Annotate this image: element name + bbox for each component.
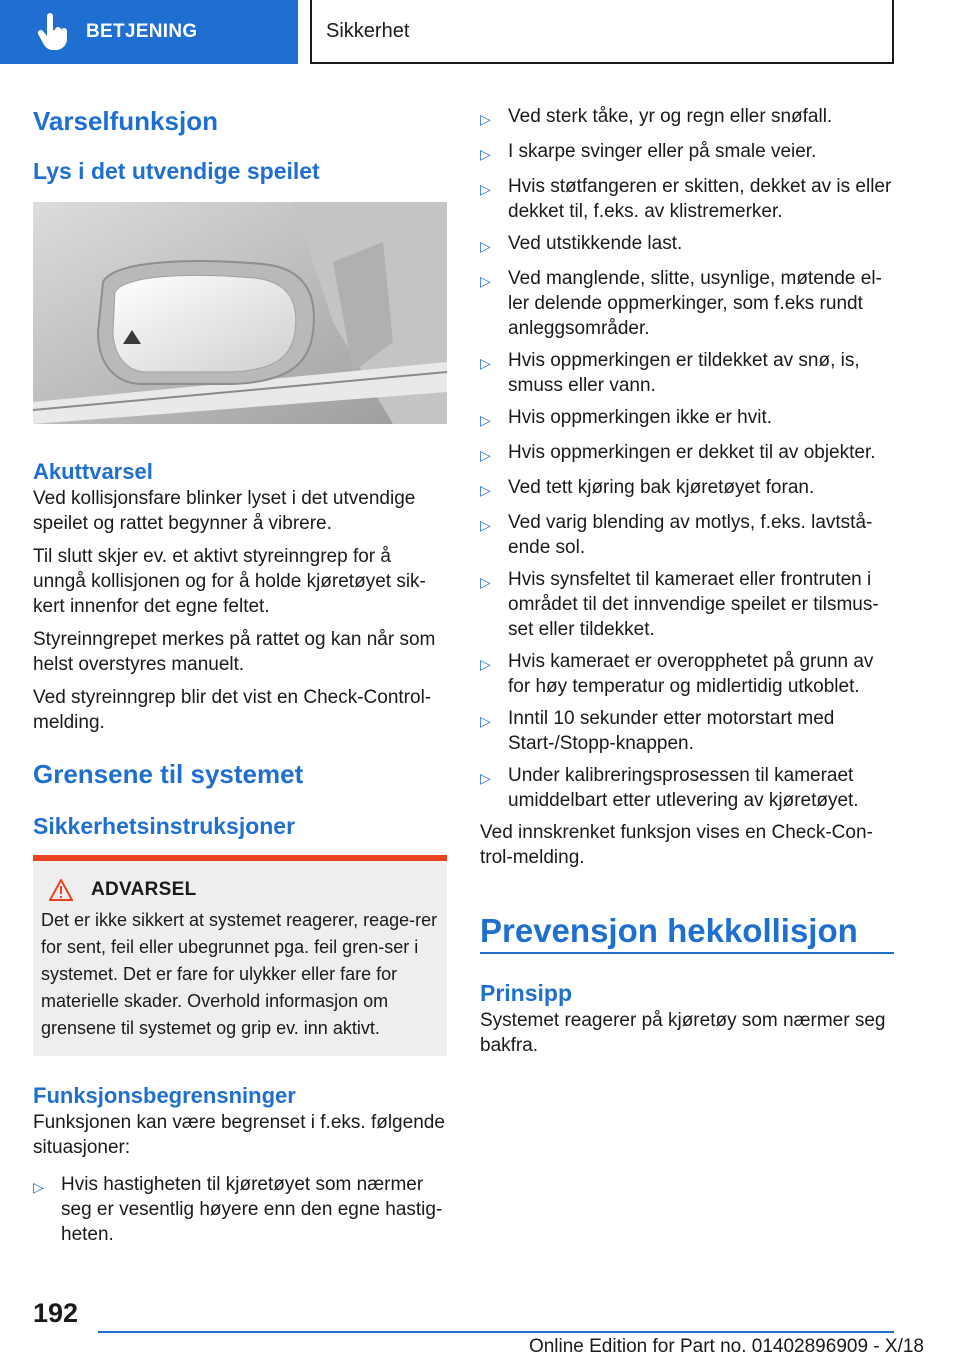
- bullet-triangle-icon: ▷: [480, 238, 491, 254]
- mirror-illustration: [33, 202, 447, 424]
- right-column: [480, 104, 894, 1066]
- list-item-text: Inntil 10 sekunder etter motorstart med Start-/Stopp-knappen.: [508, 708, 835, 754]
- list-item: [480, 139, 894, 167]
- bullet-triangle-icon: ▷: [480, 447, 491, 463]
- list-item-text: Ved manglende, slitte, usynlige, møtende el-ler delende oppmerkinger, som f.eks rundt anleggsområder.: [508, 268, 882, 339]
- list-item-text: Ved utstikkende last.: [508, 233, 683, 254]
- heading-varselfunksjon: Varselfunksjon: [33, 106, 218, 136]
- paragraph: Ved styreinngrep blir det vist en Check-Control-melding.: [33, 687, 432, 733]
- bullet-triangle-icon: ▷: [480, 181, 491, 197]
- bullet-triangle-icon: ▷: [480, 517, 491, 533]
- limits-list-right: [480, 104, 894, 813]
- bullet-triangle-icon: ▷: [480, 656, 491, 672]
- list-item-text: Hvis støtfangeren er skitten, dekket av is eller dekket til, f.eks. av klistremerker.: [508, 176, 892, 222]
- list-item-text: Ved sterk tåke, yr og regn eller snøfall.: [508, 106, 833, 127]
- paragraph: Til slutt skjer ev. et aktivt styreinngrep for å unngå kollisjonen og for å holde kjøretøyet sik-kert innenfor det egne feltet.: [33, 546, 426, 617]
- heading-mirror-light: Lys i det utvendige speilet: [33, 158, 320, 184]
- list-item: [480, 348, 894, 398]
- page-number: 192: [33, 1298, 79, 1328]
- list-item-text: Hvis oppmerkingen er dekket til av objekter.: [508, 442, 876, 463]
- list-item-text: Hvis oppmerkingen er tildekket av snø, is, smuss eller vann.: [508, 350, 860, 396]
- rear-collision-heading-wrap: [480, 910, 894, 954]
- bullet-triangle-icon: ▷: [480, 574, 491, 590]
- bullet-triangle-icon: ▷: [480, 482, 491, 498]
- hand-pointer-icon: [32, 12, 72, 52]
- list-item: [480, 706, 894, 756]
- list-item: [480, 567, 894, 642]
- chapter-tab: [0, 0, 298, 64]
- warning-text: Det er ikke sikkert at systemet reagerer, reage-rer for sent, feil eller ubegrunnet pga. feil gren-ser i systemet. Det er fare for ulykker eller fare for materielle skader. Overhold informasjon om grensene til systemet og grip ev. inn aktivt.: [41, 910, 438, 1038]
- list-item-text: Hvis kameraet er overopphetet på grunn av for høy temperatur og midlertidig utkoblet.: [508, 651, 874, 697]
- bullet-triangle-icon: ▷: [480, 770, 491, 786]
- list-item: [480, 510, 894, 560]
- section-title-box: [310, 0, 894, 64]
- list-item: [33, 1172, 447, 1247]
- list-item: [480, 174, 894, 224]
- list-item: [480, 475, 894, 503]
- heading-safety-instructions: Sikkerhetsinstruksjoner: [33, 813, 296, 839]
- paragraph: Styreinngrepet merkes på rattet og kan når som helst overstyres manuelt.: [33, 629, 436, 675]
- heading-akuttvarsel: Akuttvarsel: [33, 459, 153, 484]
- list-item: [480, 763, 894, 813]
- footer-rule: [98, 1331, 894, 1333]
- footer-edition: Online Edition for Part no. 01402896909 - X/18: [528, 1336, 924, 1357]
- bullet-triangle-icon: ▷: [480, 355, 491, 371]
- heading-principle: Prinsipp: [480, 980, 573, 1006]
- paragraph: Systemet reagerer på kjøretøy som nærmer seg bakfra.: [480, 1010, 886, 1056]
- list-item-text: Under kalibreringsprosessen til kameraet umiddelbart etter utlevering av kjøretøyet.: [508, 765, 859, 811]
- list-item: [480, 649, 894, 699]
- bullet-triangle-icon: ▷: [480, 146, 491, 162]
- list-item-text: Hvis oppmerkingen ikke er hvit.: [508, 407, 772, 428]
- bullet-triangle-icon: ▷: [33, 1179, 44, 1195]
- list-item: [480, 231, 894, 259]
- chapter-label: BETJENING: [86, 21, 198, 42]
- heading-function-limits: Funksjonsbegrensninger: [33, 1083, 296, 1108]
- list-item-text: Hvis hastigheten til kjøretøyet som nærmer seg er vesentlig høyere enn den egne hastig-heten.: [61, 1174, 443, 1245]
- paragraph: Ved kollisjonsfare blinker lyset i det utvendige speilet og rattet begynner å vibrere.: [33, 488, 416, 534]
- heading-rear-collision: Prevensjon hekkollisjon: [480, 912, 858, 949]
- list-item: [480, 104, 894, 132]
- list-item: [480, 405, 894, 433]
- bullet-triangle-icon: ▷: [480, 412, 491, 428]
- limits-list-left: [33, 1172, 447, 1247]
- list-item-text: Hvis synsfeltet til kameraet eller frontruten i området til det innvendige speilet er tilsmus-set eller tildekket.: [508, 569, 879, 640]
- section-title: Sikkerhet: [326, 19, 410, 42]
- list-item: [480, 440, 894, 468]
- list-item-text: I skarpe svinger eller på smale veier.: [508, 141, 817, 162]
- heading-system-limits: Grensene til systemet: [33, 759, 304, 789]
- warning-header: [49, 879, 439, 901]
- list-item-text: Ved varig blending av motlys, f.eks. lavtstå-ende sol.: [508, 512, 873, 558]
- warning-box: [33, 855, 447, 1056]
- paragraph: Funksjonen kan være begrenset i f.eks. følgende situasjoner:: [33, 1112, 445, 1158]
- left-column: [33, 96, 447, 1254]
- list-item: [480, 266, 894, 341]
- bullet-triangle-icon: ▷: [480, 111, 491, 127]
- bullet-triangle-icon: ▷: [480, 713, 491, 729]
- warning-label: ADVARSEL: [91, 879, 197, 900]
- bullet-triangle-icon: ▷: [480, 273, 491, 289]
- list-item-text: Ved tett kjøring bak kjøretøyet foran.: [508, 477, 815, 498]
- paragraph: Ved innskrenket funksjon vises en Check-Con-trol-melding.: [480, 822, 873, 868]
- warning-triangle-icon: [49, 879, 73, 901]
